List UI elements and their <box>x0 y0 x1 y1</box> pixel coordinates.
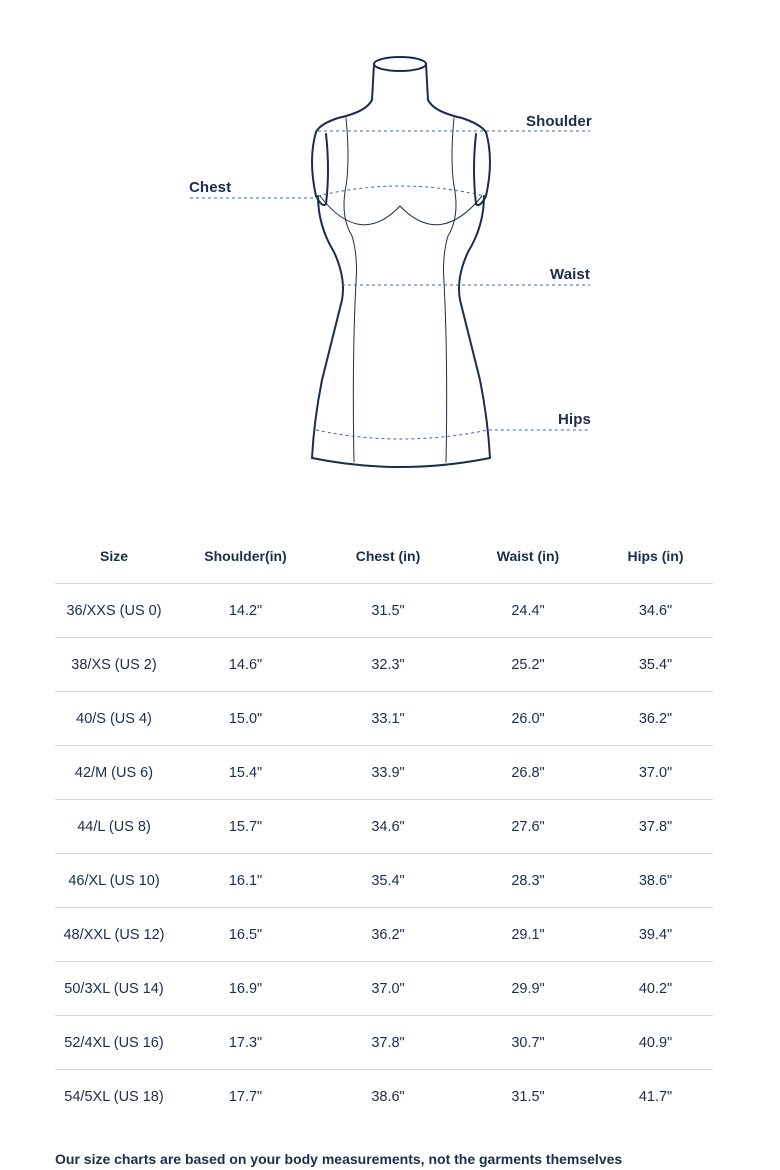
chest-label: Chest <box>189 179 232 196</box>
waist-cell: 24.4" <box>458 584 598 638</box>
mannequin-figure <box>0 0 780 480</box>
hips-cell: 40.9" <box>598 1016 713 1070</box>
hips-cell: 41.7" <box>638 1088 673 1105</box>
shoulder-cell: 14.2" <box>173 584 318 638</box>
shoulder-cell: 15.4" <box>173 746 318 800</box>
size-cell: 54/5XL (US 18) <box>64 1088 164 1105</box>
hips-label: Hips <box>558 411 591 428</box>
chest-cell: 33.1" <box>318 692 458 746</box>
chest-cell: 37.8" <box>318 1016 458 1070</box>
hips-cell: 38.6" <box>598 854 713 908</box>
chest-cell: 36.2" <box>318 908 458 962</box>
waist-cell: 30.7" <box>458 1016 598 1070</box>
table-row <box>55 1070 713 1124</box>
mannequin-illustration <box>0 0 780 480</box>
size-cell: 42/M (US 6) <box>55 746 173 800</box>
waist-cell: 29.1" <box>458 908 598 962</box>
shoulder-cell: 16.1" <box>173 854 318 908</box>
header-size: Size <box>55 528 173 584</box>
header-chest: Chest (in) <box>318 528 458 584</box>
hips-cell: 37.8" <box>598 800 713 854</box>
table-row <box>55 692 713 746</box>
header-hips: Hips (in) <box>598 528 713 584</box>
chest-cell: 34.6" <box>318 800 458 854</box>
size-cell: 48/XXL (US 12) <box>55 908 173 962</box>
torso-left-outline <box>312 196 343 458</box>
hips-guide-line <box>316 430 590 439</box>
table-row <box>55 800 713 854</box>
hips-cell: 35.4" <box>598 638 713 692</box>
shoulder-cell: 15.7" <box>173 800 318 854</box>
table-row <box>55 584 713 638</box>
size-chart-table <box>55 528 713 1123</box>
waist-cell: 28.3" <box>458 854 598 908</box>
size-cell: 40/S (US 4) <box>55 692 173 746</box>
size-cell: 36/XXS (US 0) <box>55 584 173 638</box>
chest-cell: 35.4" <box>318 854 458 908</box>
table-row <box>55 908 713 962</box>
size-cell: 46/XL (US 10) <box>55 854 173 908</box>
chest-curve <box>318 186 484 196</box>
right-shoulder <box>428 100 486 132</box>
right-arm-stump <box>474 132 490 205</box>
torso-right-outline <box>459 196 490 458</box>
chest-cell: 31.5" <box>318 584 458 638</box>
table-row <box>55 1016 713 1070</box>
waist-cell: 26.0" <box>458 692 598 746</box>
table-row <box>55 746 713 800</box>
left-shoulder <box>316 100 372 132</box>
shoulder-cell: 17.3" <box>173 1016 318 1070</box>
size-cell: 52/4XL (US 16) <box>55 1016 173 1070</box>
waist-label: Waist <box>550 266 590 283</box>
shoulder-cell: 15.0" <box>173 692 318 746</box>
hips-cell: 40.2" <box>598 962 713 1016</box>
torso-base <box>312 458 490 467</box>
shoulder-cell: 16.5" <box>173 908 318 962</box>
size-cell: 44/L (US 8) <box>55 800 173 854</box>
waist-cell: 26.8" <box>458 746 598 800</box>
shoulder-cell: 16.9" <box>173 962 318 1016</box>
waist-cell: 31.5" <box>511 1088 545 1105</box>
chest-cell: 37.0" <box>318 962 458 1016</box>
size-chart-footnote: Our size charts are based on your body measurements, not the garments themselves <box>55 1151 623 1167</box>
size-cell: 50/3XL (US 14) <box>55 962 173 1016</box>
table-row <box>55 962 713 1016</box>
header-shoulder: Shoulder(in) <box>173 528 318 584</box>
header-waist: Waist (in) <box>458 528 598 584</box>
chest-cell: 38.6" <box>371 1088 405 1105</box>
chest-cell: 33.9" <box>318 746 458 800</box>
shoulder-cell: 14.6" <box>173 638 318 692</box>
neck-top <box>374 57 426 71</box>
hips-cell: 37.0" <box>598 746 713 800</box>
hips-cell: 39.4" <box>598 908 713 962</box>
table-row <box>55 854 713 908</box>
waist-cell: 25.2" <box>458 638 598 692</box>
table-header-row <box>55 528 713 584</box>
table-row <box>55 638 713 692</box>
waist-cell: 29.9" <box>458 962 598 1016</box>
hips-cell: 36.2" <box>598 692 713 746</box>
chest-cell: 32.3" <box>318 638 458 692</box>
waist-cell: 27.6" <box>458 800 598 854</box>
shoulder-label: Shoulder <box>526 113 592 130</box>
left-seam <box>344 118 357 462</box>
right-seam <box>444 118 457 462</box>
size-cell: 38/XS (US 2) <box>55 638 173 692</box>
hips-cell: 34.6" <box>598 584 713 638</box>
shoulder-cell: 17.7" <box>228 1088 263 1105</box>
